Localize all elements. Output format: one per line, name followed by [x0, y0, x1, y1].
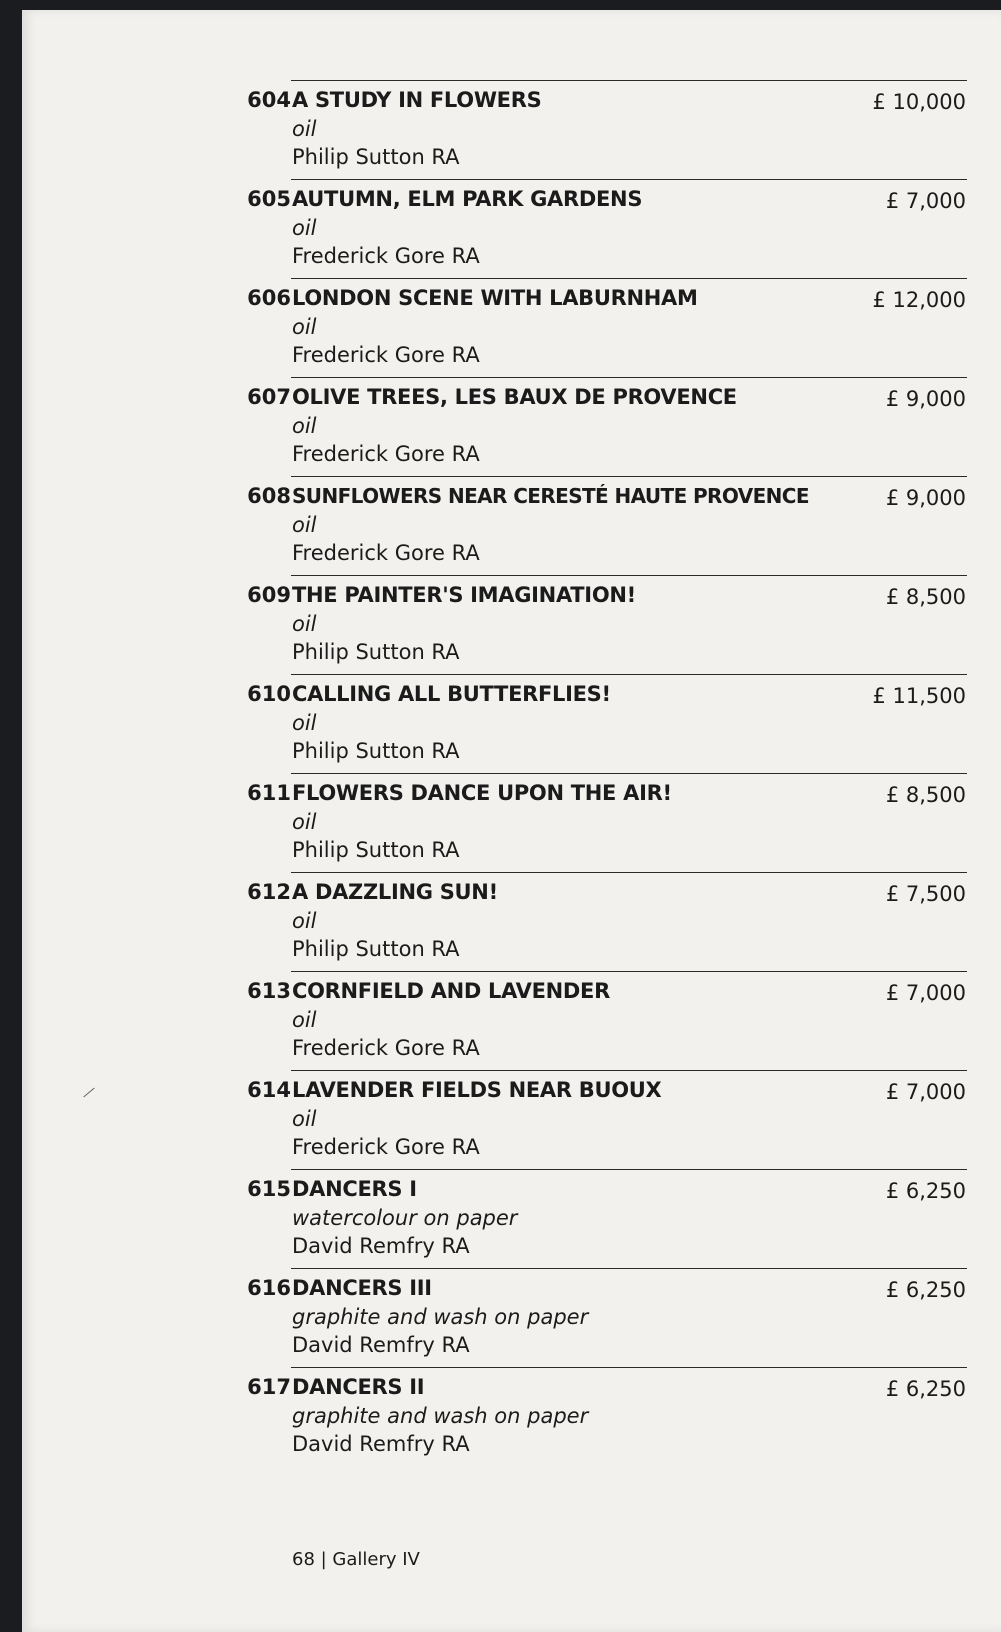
entry-title: OLIVE TREES, LES BAUX DE PROVENCE — [292, 385, 737, 409]
divider — [291, 80, 967, 81]
entry-title: DANCERS III — [292, 1276, 432, 1300]
catalogue-entry — [22, 377, 1001, 475]
page-footer: 68 | Gallery IV — [292, 1549, 420, 1570]
entry-medium: oil — [292, 414, 317, 438]
divider — [291, 674, 967, 675]
entry-artist: Frederick Gore RA — [292, 244, 480, 268]
entry-price: £ 12,000 — [872, 288, 966, 312]
entry-artist: Philip Sutton RA — [292, 145, 460, 169]
entry-number: 608 — [247, 484, 291, 508]
entry-number: 613 — [247, 979, 291, 1003]
catalogue-page — [22, 10, 1001, 1632]
entry-number: 606 — [247, 286, 291, 310]
entry-title: FLOWERS DANCE UPON THE AIR! — [292, 781, 672, 805]
entry-medium: oil — [292, 711, 317, 735]
entry-title: A STUDY IN FLOWERS — [292, 88, 542, 112]
entry-title: AUTUMN, ELM PARK GARDENS — [292, 187, 643, 211]
entry-number: 609 — [247, 583, 291, 607]
entry-number: 611 — [247, 781, 291, 805]
catalogue-entry — [22, 1268, 1001, 1366]
entry-artist: David Remfry RA — [292, 1432, 470, 1456]
entry-price: £ 7,000 — [885, 981, 966, 1005]
catalogue-entry — [22, 674, 1001, 772]
entry-title: SUNFLOWERS NEAR CERESTÉ HAUTE PROVENCE — [292, 484, 809, 508]
divider — [291, 872, 967, 873]
entry-price: £ 10,000 — [872, 90, 966, 114]
entry-title: LAVENDER FIELDS NEAR BUOUX — [292, 1078, 662, 1102]
entry-artist: Frederick Gore RA — [292, 1036, 480, 1060]
entry-medium: watercolour on paper — [292, 1206, 518, 1230]
entry-number: 605 — [247, 187, 291, 211]
divider — [291, 476, 967, 477]
entry-artist: Philip Sutton RA — [292, 838, 460, 862]
entry-medium: oil — [292, 1008, 317, 1032]
entry-price: £ 8,500 — [885, 783, 966, 807]
entry-medium: oil — [292, 1107, 317, 1131]
entry-price: £ 6,250 — [885, 1377, 966, 1401]
entry-artist: Frederick Gore RA — [292, 541, 480, 565]
entry-price: £ 6,250 — [885, 1179, 966, 1203]
entry-price: £ 9,000 — [885, 486, 966, 510]
entry-title: DANCERS I — [292, 1177, 417, 1201]
divider — [291, 971, 967, 972]
entry-artist: David Remfry RA — [292, 1234, 470, 1258]
divider — [291, 179, 967, 180]
divider — [291, 1070, 967, 1071]
entry-number: 607 — [247, 385, 291, 409]
entry-price: £ 9,000 — [885, 387, 966, 411]
entry-medium: graphite and wash on paper — [292, 1404, 589, 1428]
entry-number: 617 — [247, 1375, 291, 1399]
entry-medium: oil — [292, 117, 317, 141]
entry-medium: graphite and wash on paper — [292, 1305, 589, 1329]
catalogue-entry — [22, 80, 1001, 178]
entry-artist: Frederick Gore RA — [292, 442, 480, 466]
entry-number: 615 — [247, 1177, 291, 1201]
divider — [291, 1268, 967, 1269]
entry-medium: oil — [292, 909, 317, 933]
entry-title: CORNFIELD AND LAVENDER — [292, 979, 610, 1003]
entry-medium: oil — [292, 513, 317, 537]
catalogue-entry — [22, 1070, 1001, 1168]
entry-price: £ 8,500 — [885, 585, 966, 609]
entry-title: THE PAINTER'S IMAGINATION! — [292, 583, 636, 607]
entry-price: £ 7,500 — [885, 882, 966, 906]
entry-medium: oil — [292, 216, 317, 240]
catalogue-entry — [22, 773, 1001, 871]
catalogue-entry — [22, 1169, 1001, 1267]
entry-title: LONDON SCENE WITH LABURNHAM — [292, 286, 698, 310]
entry-artist: Frederick Gore RA — [292, 343, 480, 367]
catalogue-entry — [22, 476, 1001, 574]
divider — [291, 377, 967, 378]
entry-artist: Philip Sutton RA — [292, 937, 460, 961]
entry-medium: oil — [292, 315, 317, 339]
divider — [291, 575, 967, 576]
catalogue-entry — [22, 179, 1001, 277]
entry-number: 616 — [247, 1276, 291, 1300]
entry-medium: oil — [292, 810, 317, 834]
entry-title: DANCERS II — [292, 1375, 425, 1399]
entry-medium: oil — [292, 612, 317, 636]
catalogue-entry — [22, 575, 1001, 673]
entry-artist: Philip Sutton RA — [292, 640, 460, 664]
entry-number: 604 — [247, 88, 291, 112]
catalogue-entry — [22, 278, 1001, 376]
entry-price: £ 7,000 — [885, 189, 966, 213]
divider — [291, 1169, 967, 1170]
entry-number: 612 — [247, 880, 291, 904]
entry-title: CALLING ALL BUTTERFLIES! — [292, 682, 611, 706]
entry-price: £ 6,250 — [885, 1278, 966, 1302]
entry-artist: Frederick Gore RA — [292, 1135, 480, 1159]
entry-title: A DAZZLING SUN! — [292, 880, 498, 904]
catalogue-entry — [22, 872, 1001, 970]
divider — [291, 1367, 967, 1368]
entry-artist: David Remfry RA — [292, 1333, 470, 1357]
catalogue-entry — [22, 971, 1001, 1069]
entry-price: £ 7,000 — [885, 1080, 966, 1104]
entry-artist: Philip Sutton RA — [292, 739, 460, 763]
divider — [291, 278, 967, 279]
catalogue-entry — [22, 1367, 1001, 1465]
entry-number: 610 — [247, 682, 291, 706]
entry-price: £ 11,500 — [872, 684, 966, 708]
divider — [291, 773, 967, 774]
entry-number: 614 — [247, 1078, 291, 1102]
